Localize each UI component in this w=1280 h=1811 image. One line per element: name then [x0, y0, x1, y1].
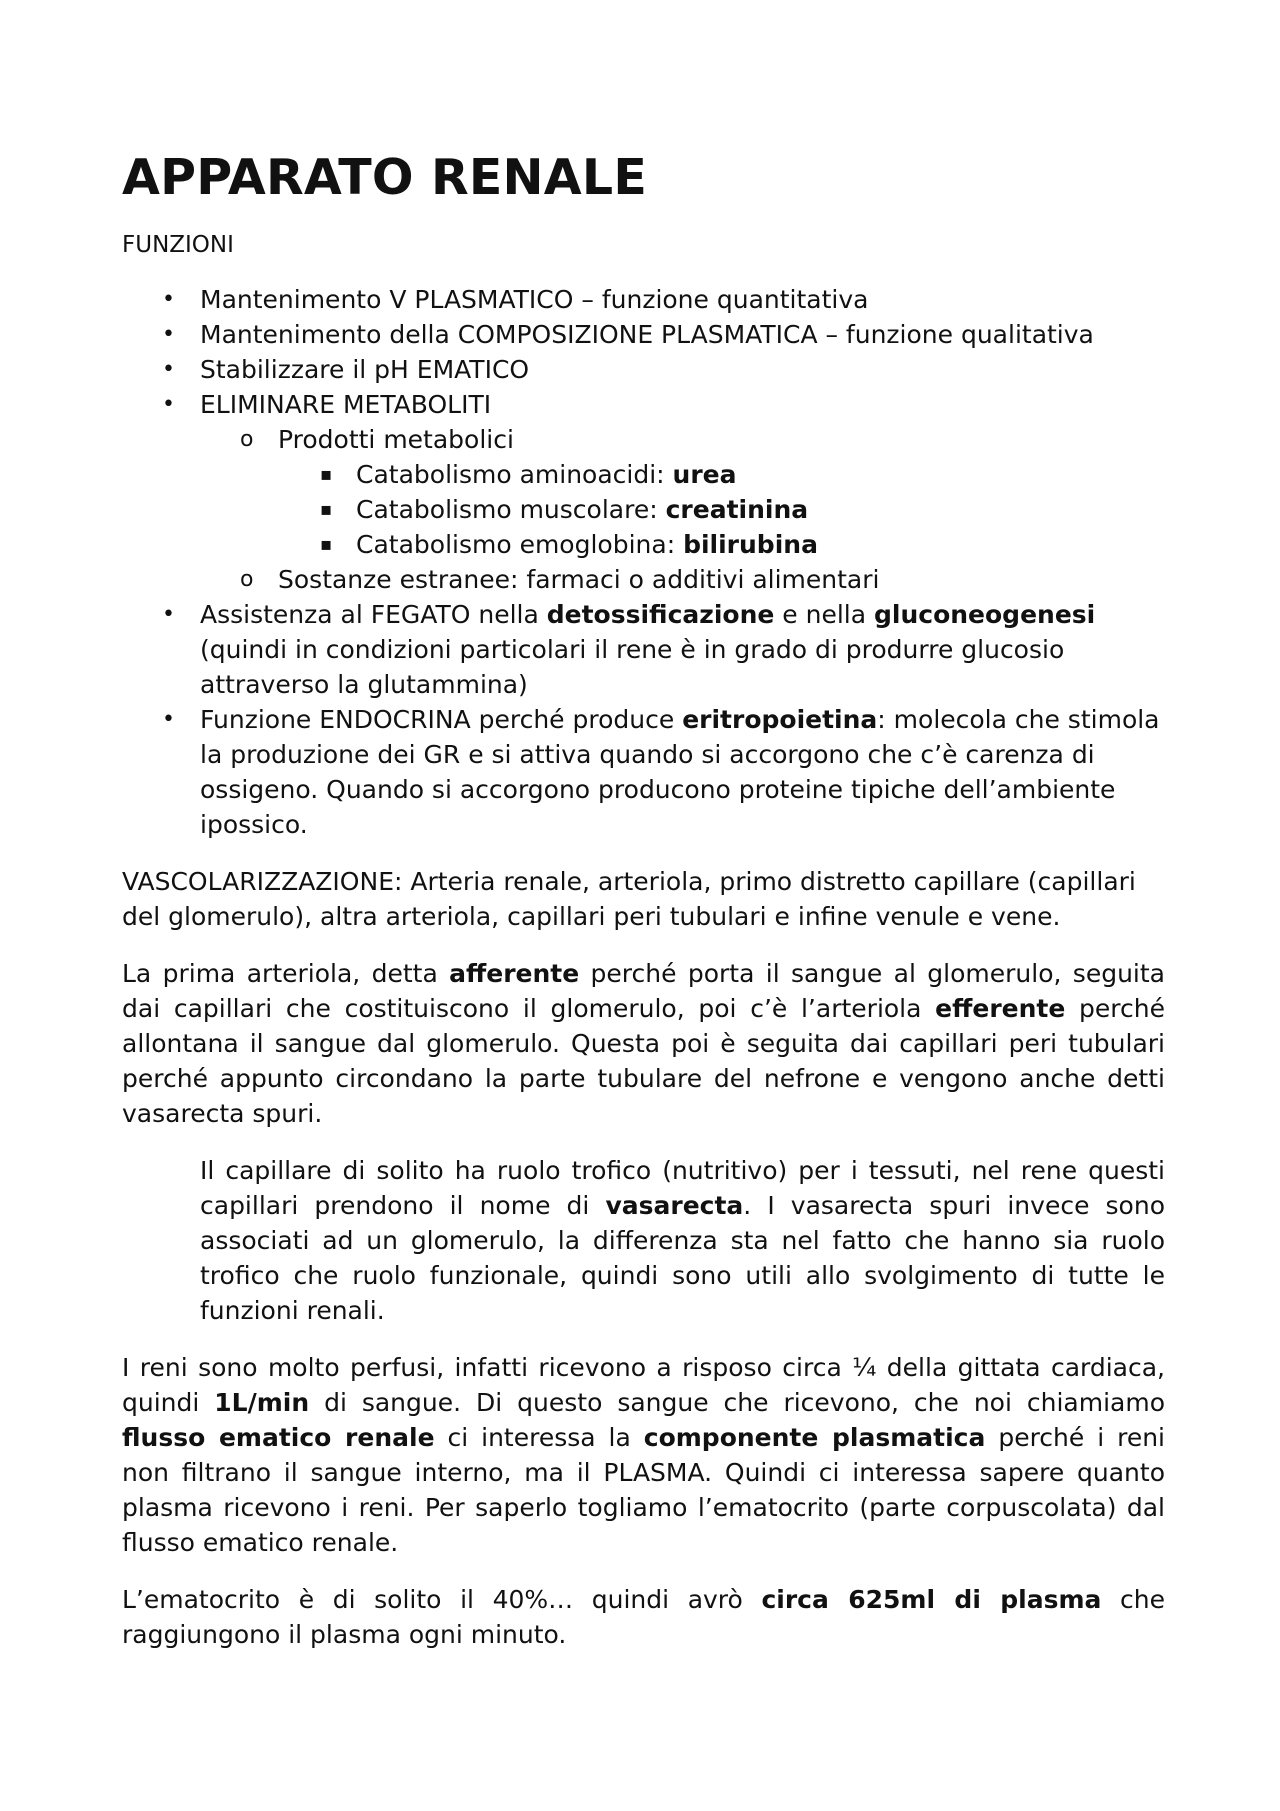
sub-sub-list-item: ▪ Catabolismo aminoacidi: urea — [122, 457, 1165, 492]
paragraph-perfusione: I reni sono molto perfusi, infatti ricevono a risposo circa ¼ della gittata cardiaca, quindi 1L/min di sangue. Di questo sangue che ricevono, che noi chiamiamo flusso ematico renale ci interessa la componente plasmatica perché i reni non filtrano il sangue interno, ma il PLASMA. Quindi ci interessa sapere quanto plasma ricevono i reni. Per saperlo togliamo l’ematocrito (parte corpuscolata) dal flusso ematico renale. — [122, 1353, 1166, 1557]
paragraph-capillari: Il capillare di solito ha ruolo trofico (nutritivo) per i tessuti, nel rene questi capillari prendono il nome di vasarecta. I vasarecta spuri invece sono associati ad un glomerulo, la differenza sta nel fatto che hanno sia ruolo trofico che ruolo funzionale, quindi sono utili allo svolgimento di tutte le funzioni renali. — [200, 1156, 1165, 1325]
paragraph-vascolarizzazione: VASCOLARIZZAZIONE: Arteria renale, arteriola, primo distretto capillare (capillari del glomerulo), altra arteriola, capillari peri tubulari e infine venule e vene. — [122, 867, 1136, 931]
bullet-dot-icon: • — [162, 357, 175, 382]
list-item: • Mantenimento della COMPOSIZIONE PLASMATICA – funzione qualitativa — [122, 317, 1165, 352]
list-item: • Mantenimento V PLASMATICO – funzione quantitativa — [122, 282, 1165, 317]
paragraph-ematocrito: L’ematocrito è di solito il 40%… quindi avrò circa 625ml di plasma che raggiungono il plasma ogni minuto. — [122, 1585, 1165, 1649]
bullet-square-icon: ▪ — [320, 499, 333, 520]
bullet-square-icon: ▪ — [320, 534, 333, 555]
list-item: • ELIMINARE METABOLITI — [122, 387, 1165, 422]
bullet-square-icon: ▪ — [320, 464, 333, 485]
sub-sub-list-item: ▪ Catabolismo emoglobina: bilirubina — [122, 527, 1165, 562]
functions-list — [122, 282, 1165, 842]
bullet-dot-icon: • — [162, 287, 175, 312]
list-item: • Stabilizzare il pH EMATICO — [122, 352, 1165, 387]
sub-list-item: o Prodotti metabolici — [122, 422, 1165, 457]
section-label-funzioni: FUNZIONI — [122, 232, 234, 258]
bullet-dot-icon: • — [162, 602, 175, 627]
list-item: • Assistenza al FEGATO nella detossificazione e nella gluconeogenesi (quindi in condizioni particolari il rene è in grado di produrre glucosio attraverso la glutammina) — [122, 597, 1165, 702]
bullet-dot-icon: • — [162, 392, 175, 417]
sub-sub-list-item: ▪ Catabolismo muscolare: creatinina — [122, 492, 1165, 527]
bullet-circle-icon: o — [240, 567, 254, 592]
bullet-dot-icon: • — [162, 707, 175, 732]
bullet-circle-icon: o — [240, 427, 254, 452]
list-item: • Funzione ENDOCRINA perché produce eritropoietina: molecola che stimola la produzione dei GR e si attiva quando si accorgono che c’è carenza di ossigeno. Quando si accorgono producono proteine tipiche dell’ambiente ipossico. — [122, 702, 1165, 842]
bullet-dot-icon: • — [162, 322, 175, 347]
sub-list-item: o Sostanze estranee: farmaci o additivi alimentari — [122, 562, 1165, 597]
page-title: APPARATO RENALE — [122, 149, 647, 206]
paragraph-arteriole: La prima arteriola, detta afferente perché porta il sangue al glomerulo, seguita dai capillari che costituiscono il glomerulo, poi c’è l’arteriola efferente perché allontana il sangue dal glomerulo. Questa poi è seguita dai capillari peri tubulari perché appunto circondano la parte tubulare del nefrone e vengono anche detti vasarecta spuri. — [122, 959, 1165, 1128]
